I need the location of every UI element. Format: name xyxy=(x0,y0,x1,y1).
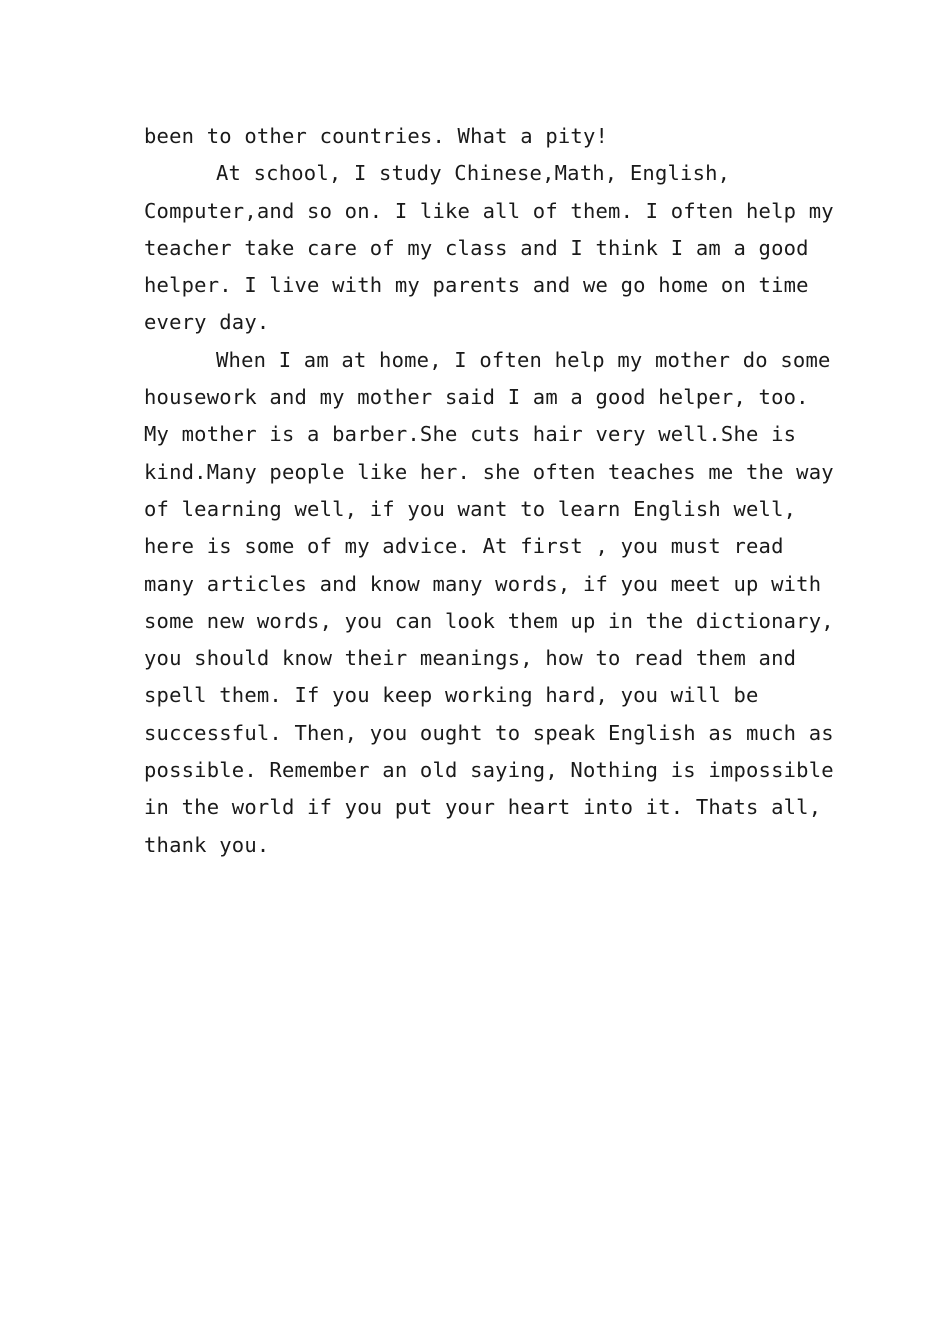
text-line: My mother is a barber.She cuts hair very well.She is xyxy=(144,422,797,447)
text-line: here is some of my advice. At first , you must read xyxy=(144,534,784,559)
text-line: housework and my mother said I am a good helper, too. xyxy=(144,385,809,410)
text-line: you should know their meanings, how to read them and xyxy=(144,646,797,671)
text-line: possible. Remember an old saying, Nothing is impossible xyxy=(144,758,834,783)
text-line: been to other countries. What a pity! xyxy=(144,124,609,148)
text-line: helper. I live with my parents and we go home on time xyxy=(144,273,809,298)
text-line: every day. xyxy=(144,310,270,335)
text-line: When I am at home, I often help my mother do some xyxy=(216,347,831,372)
text-line: At school, I study Chinese,Math, English, xyxy=(216,161,731,186)
text-line: of learning well, if you want to learn English well, xyxy=(144,496,797,521)
text-line: successful. Then, you ought to speak English as much as xyxy=(144,720,834,745)
text-line: some new words, you can look them up in the dictionary, xyxy=(144,608,834,633)
text-line: kind.Many people like her. she often teaches me the way xyxy=(144,459,834,484)
text-line: in the world if you put your heart into it. Thats all, xyxy=(144,795,822,820)
text-line: many articles and know many words, if you meet up with xyxy=(144,571,822,596)
text-line: thank you. xyxy=(144,832,270,857)
text-line: teacher take care of my class and I think I am a good xyxy=(144,235,809,260)
text-line: Computer,and so on. I like all of them. I often help my xyxy=(144,198,834,223)
body-text xyxy=(144,118,844,864)
text-line: spell them. If you keep working hard, you will be xyxy=(144,683,759,708)
